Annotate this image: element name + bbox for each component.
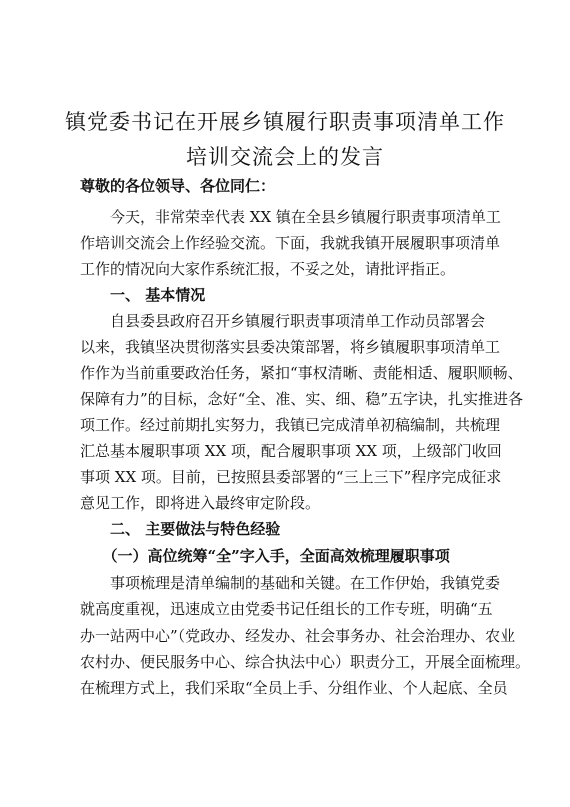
body-line: 项工作。经过前期扎实努力，我镇已完成清单初稿编制，共梳理 xyxy=(80,416,501,434)
body-line: 保障有力”的目标，念好“全、准、实、细、稳”五字诀，扎实推进各 xyxy=(80,390,524,408)
body-line: 农村办、便民服务中心、综合执法中心）职责分工，开展全面梳理。 xyxy=(80,653,531,671)
body-line: 今天，非常荣幸代表 XX 镇在全县乡镇履行职责事项清单工 xyxy=(80,208,501,226)
subsection-heading: （一）高位统筹“全”字入手，全面高效梳理履职事项 xyxy=(80,547,450,565)
body-line: 事项 XX 项。目前，已按照县委部署的“三上三下”程序完成征求 xyxy=(80,468,502,486)
document-title-line-1: 镇党委书记在开展乡镇履行职责事项清单工作 xyxy=(65,110,505,134)
salutation: 尊敬的各位领导、各位同仁： xyxy=(80,177,276,195)
body-line: 作作为当前重要政治任务，紧扣“事权清晰、责能相适、履职顺畅、 xyxy=(80,364,523,382)
body-line: 作培训交流会上作经验交流。下面，我就我镇开展履职事项清单 xyxy=(80,234,501,252)
body-line: 工作的情况向大家作系统汇报，不妥之处，请批评指正。 xyxy=(80,260,456,278)
body-line: 就高度重视，迅速成立由党委书记任组长的工作专班，明确“五 xyxy=(80,600,493,618)
section-heading: 一、 基本情况 xyxy=(80,286,206,304)
body-line: 在梳理方式上，我们采取“全员上手、分组作业、个人起底、全员 xyxy=(80,679,508,697)
body-line: 办一站两中心”（党政办、经发办、社会事务办、社会治理办、农业 xyxy=(80,627,516,645)
body-line: 自县委县政府召开乡镇履行职责事项清单工作动员部署会 xyxy=(80,312,486,330)
section-heading: 二、 主要做法与特色经验 xyxy=(80,520,281,538)
body-line: 意见工作，即将进入最终审定阶段。 xyxy=(80,494,321,512)
body-line: 汇总基本履职事项 XX 项，配合履职事项 XX 项，上级部门收回 xyxy=(80,442,502,460)
body-line: 以来，我镇坚决贯彻落实县委决策部署，将乡镇履职事项清单工 xyxy=(80,338,501,356)
body-line: 事项梳理是清单编制的基础和关键。在工作伊始，我镇党委 xyxy=(80,574,501,592)
document-title-line-2: 培训交流会上的发言 xyxy=(186,145,384,169)
